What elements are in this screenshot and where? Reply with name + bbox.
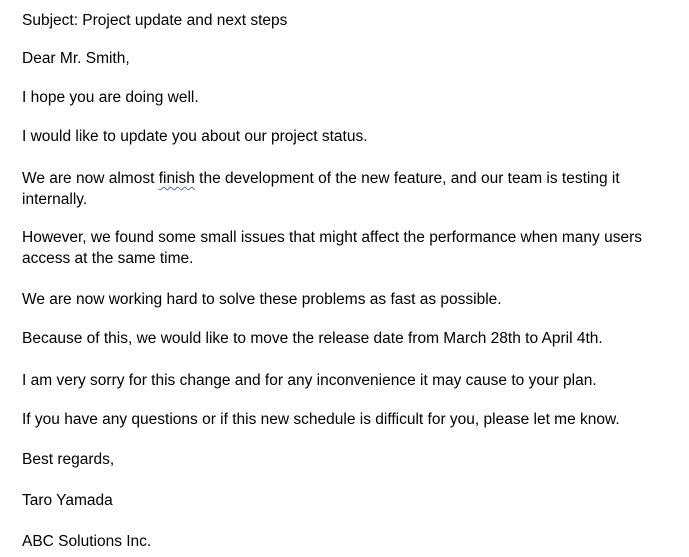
paragraph-8: If you have any questions or if this new schedule is difficult for you, please let me know. <box>22 411 620 428</box>
email-subject: Subject: Project update and next steps <box>22 12 288 29</box>
sender-name: Taro Yamada <box>22 492 113 509</box>
paragraph-2: I would like to update you about our project status. <box>22 128 368 145</box>
paragraph-5: We are now working hard to solve these problems as fast as possible. <box>22 291 502 308</box>
paragraph-3 <box>22 168 672 210</box>
paragraph-4: However, we found some small issues that might affect the performance when many users access at the same time. <box>22 229 643 267</box>
paragraph-1: I hope you are doing well. <box>22 89 199 106</box>
paragraph-7: I am very sorry for this change and for any inconvenience it may cause to your plan. <box>22 372 597 389</box>
paragraph-3-end: the development of the new feature, and our team is testing it internally. <box>22 170 620 208</box>
company-name: ABC Solutions Inc. <box>22 533 152 550</box>
closing: Best regards, <box>22 451 115 468</box>
paragraph-3-start: We are now almost <box>22 170 159 187</box>
spellcheck-flagged-word[interactable]: finish <box>158 170 195 187</box>
greeting: Dear Mr. Smith, <box>22 50 130 67</box>
paragraph-6: Because of this, we would like to move the release date from March 28th to April 4th. <box>22 330 603 347</box>
